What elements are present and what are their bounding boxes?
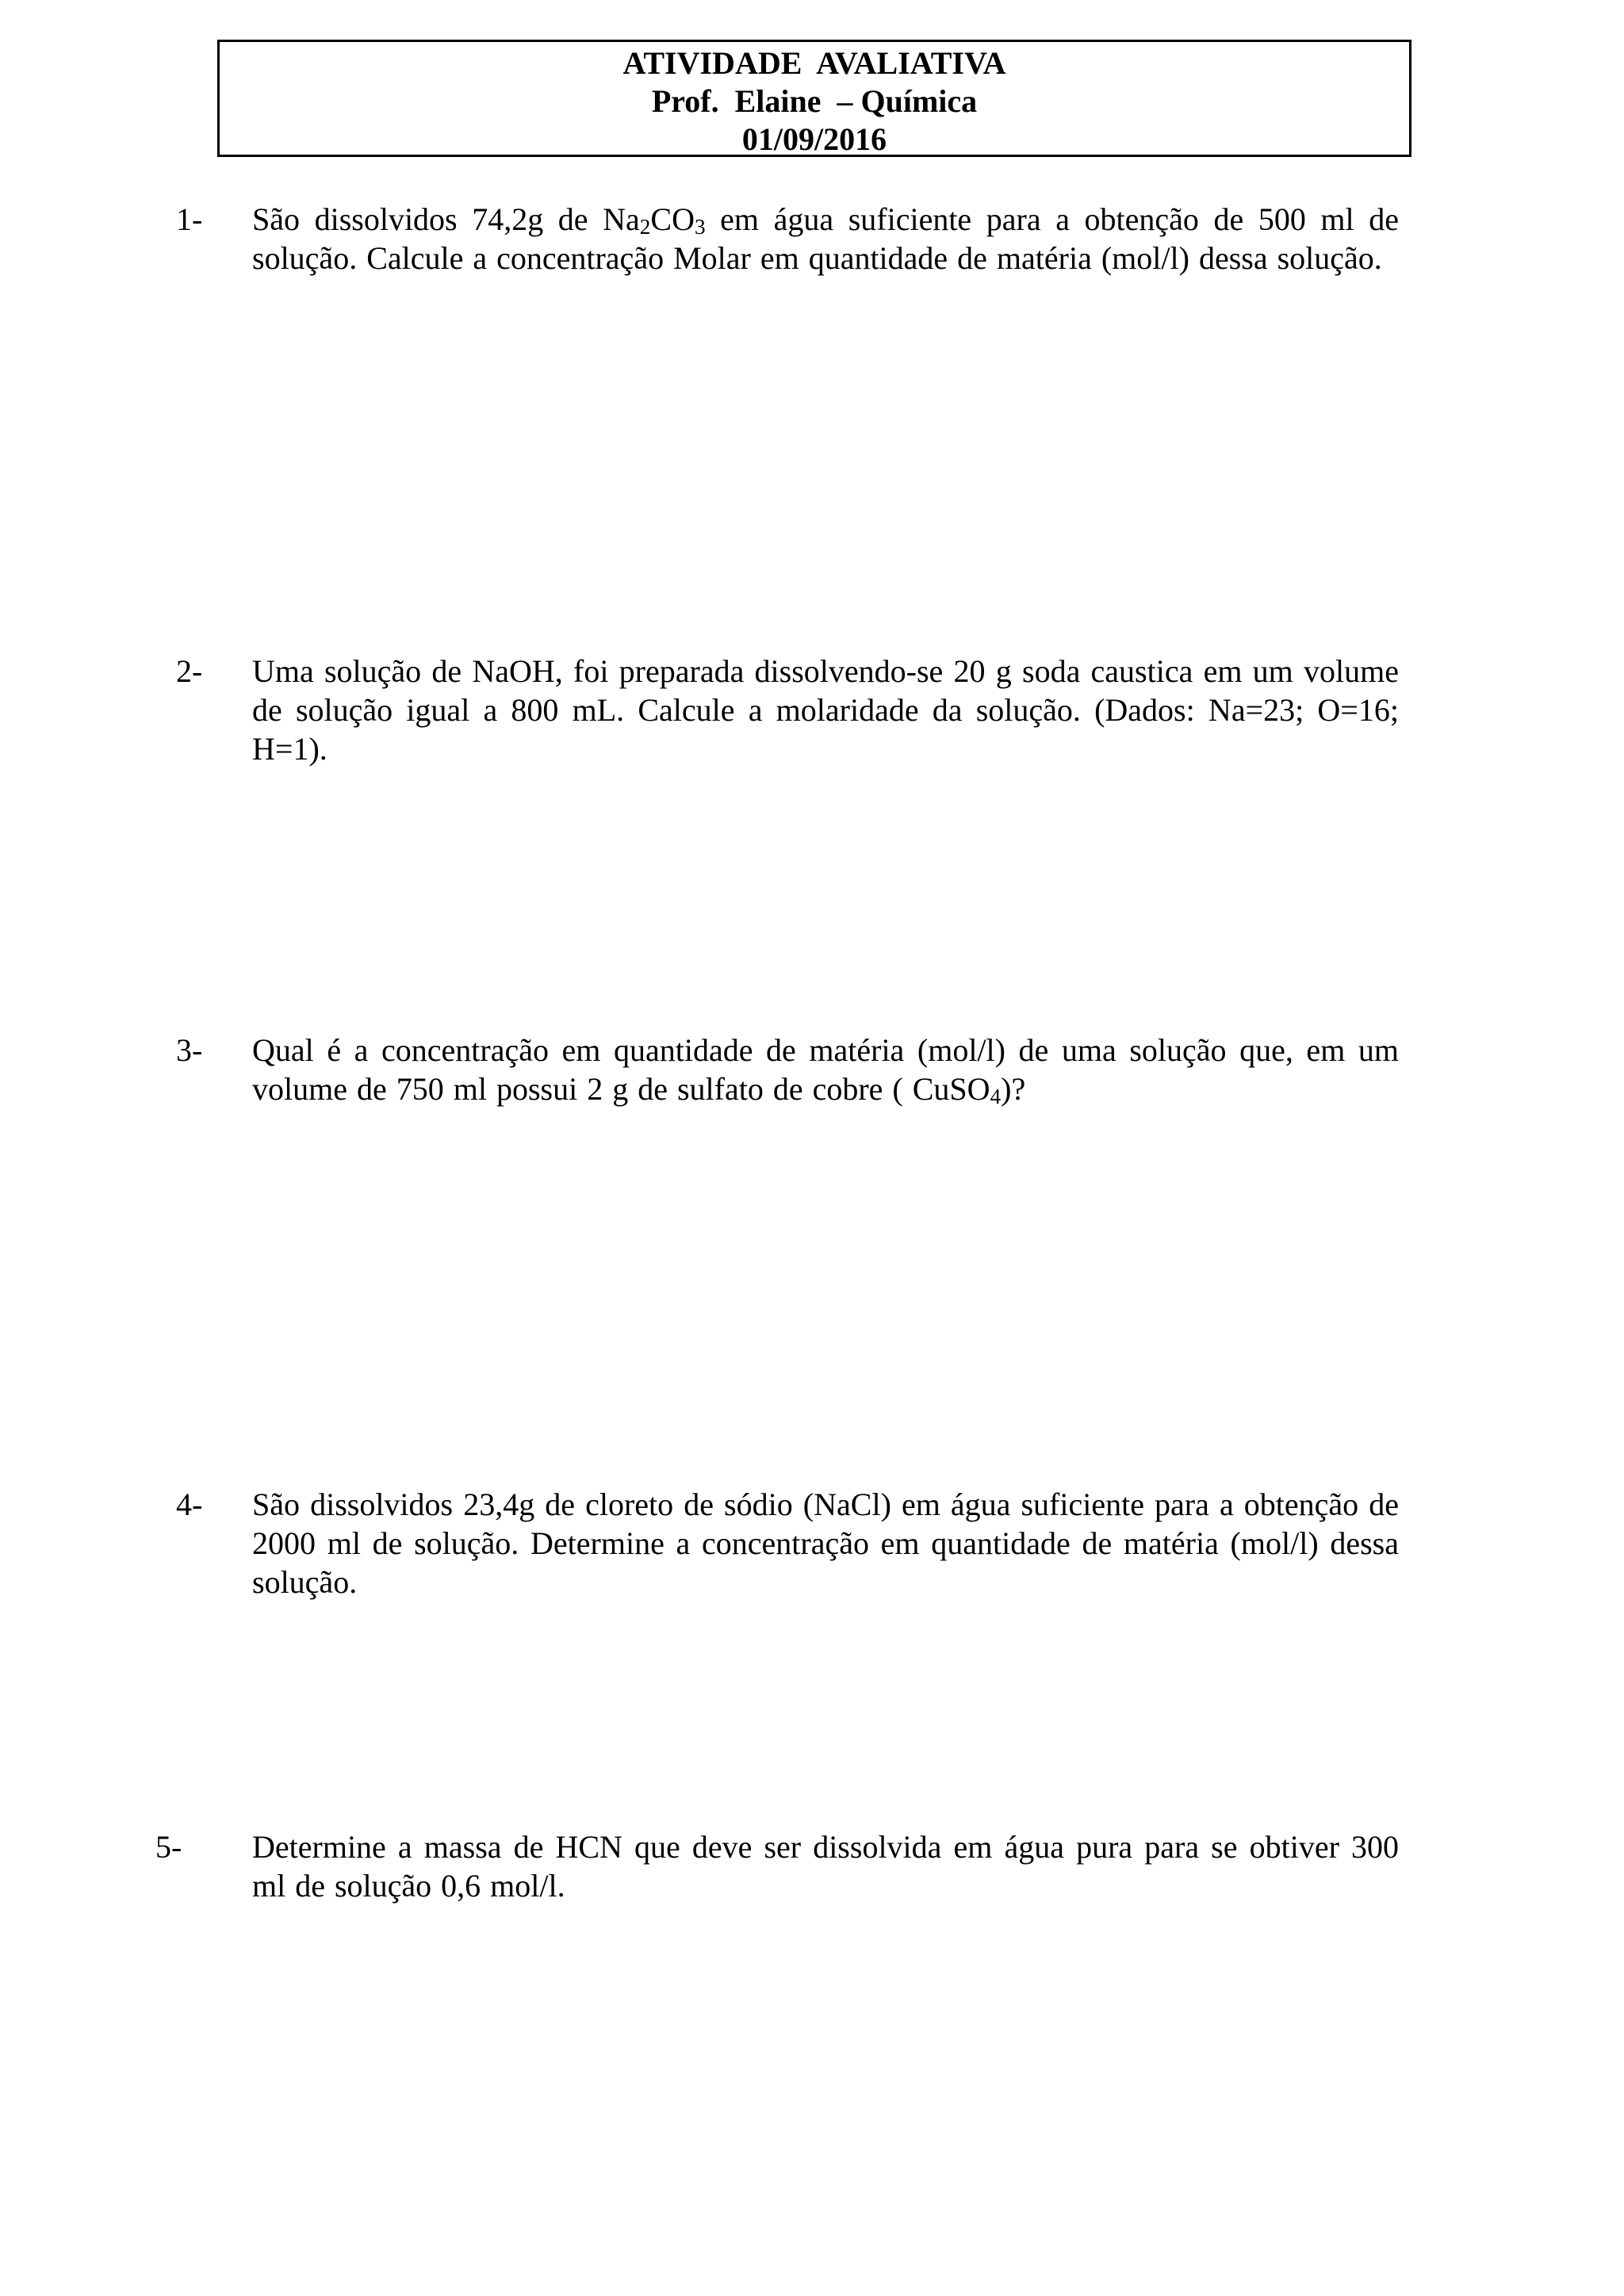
header-box bbox=[217, 40, 1411, 157]
question-number: 1- bbox=[176, 201, 203, 237]
question-number: 3- bbox=[176, 1032, 203, 1068]
question-text: Uma solução de NaOH, foi preparada dissolvendo-se 20 g soda caustica em um volume de solução igual a 800 mL. Calcule a molaridade da solução. (Dados: Na=23; O=16; H=1). bbox=[252, 653, 1399, 767]
question-number: 4- bbox=[176, 1487, 203, 1522]
question-text: Qual é a concentração em quantidade de matéria (mol/l) de uma solução que, em um volume de 750 ml possui 2 g de sulfato de cobre ( CuSO$_4$)? bbox=[252, 1032, 1399, 1108]
header-date: 01/09/2016 bbox=[741, 121, 887, 157]
question-text: São dissolvidos 23,4g de cloreto de sódio (NaCl) em água suficiente para a obtenção de 2000 ml de solução. Determine a concentração em quantidade de matéria (mol/l) dessa solução. bbox=[252, 1487, 1399, 1600]
header-teacher: Prof. Elaine – Química bbox=[651, 83, 978, 119]
header-title: ATIVIDADE AVALIATIVA bbox=[622, 45, 1006, 81]
question-number: 5- bbox=[155, 1829, 182, 1865]
question-text: São dissolvidos 74,2g de $Na_2CO_3$ em água suficiente para a obtenção de 500 ml de solução. Calcule a concentração Molar em quantidade de matéria (mol/l) dessa solução. bbox=[252, 201, 1399, 276]
question-text: Determine a massa de HCN que deve ser dissolvida em água pura para se obtiver 300 ml de solução 0,6 mol/l. bbox=[252, 1829, 1399, 1904]
question-number: 2- bbox=[176, 653, 203, 689]
